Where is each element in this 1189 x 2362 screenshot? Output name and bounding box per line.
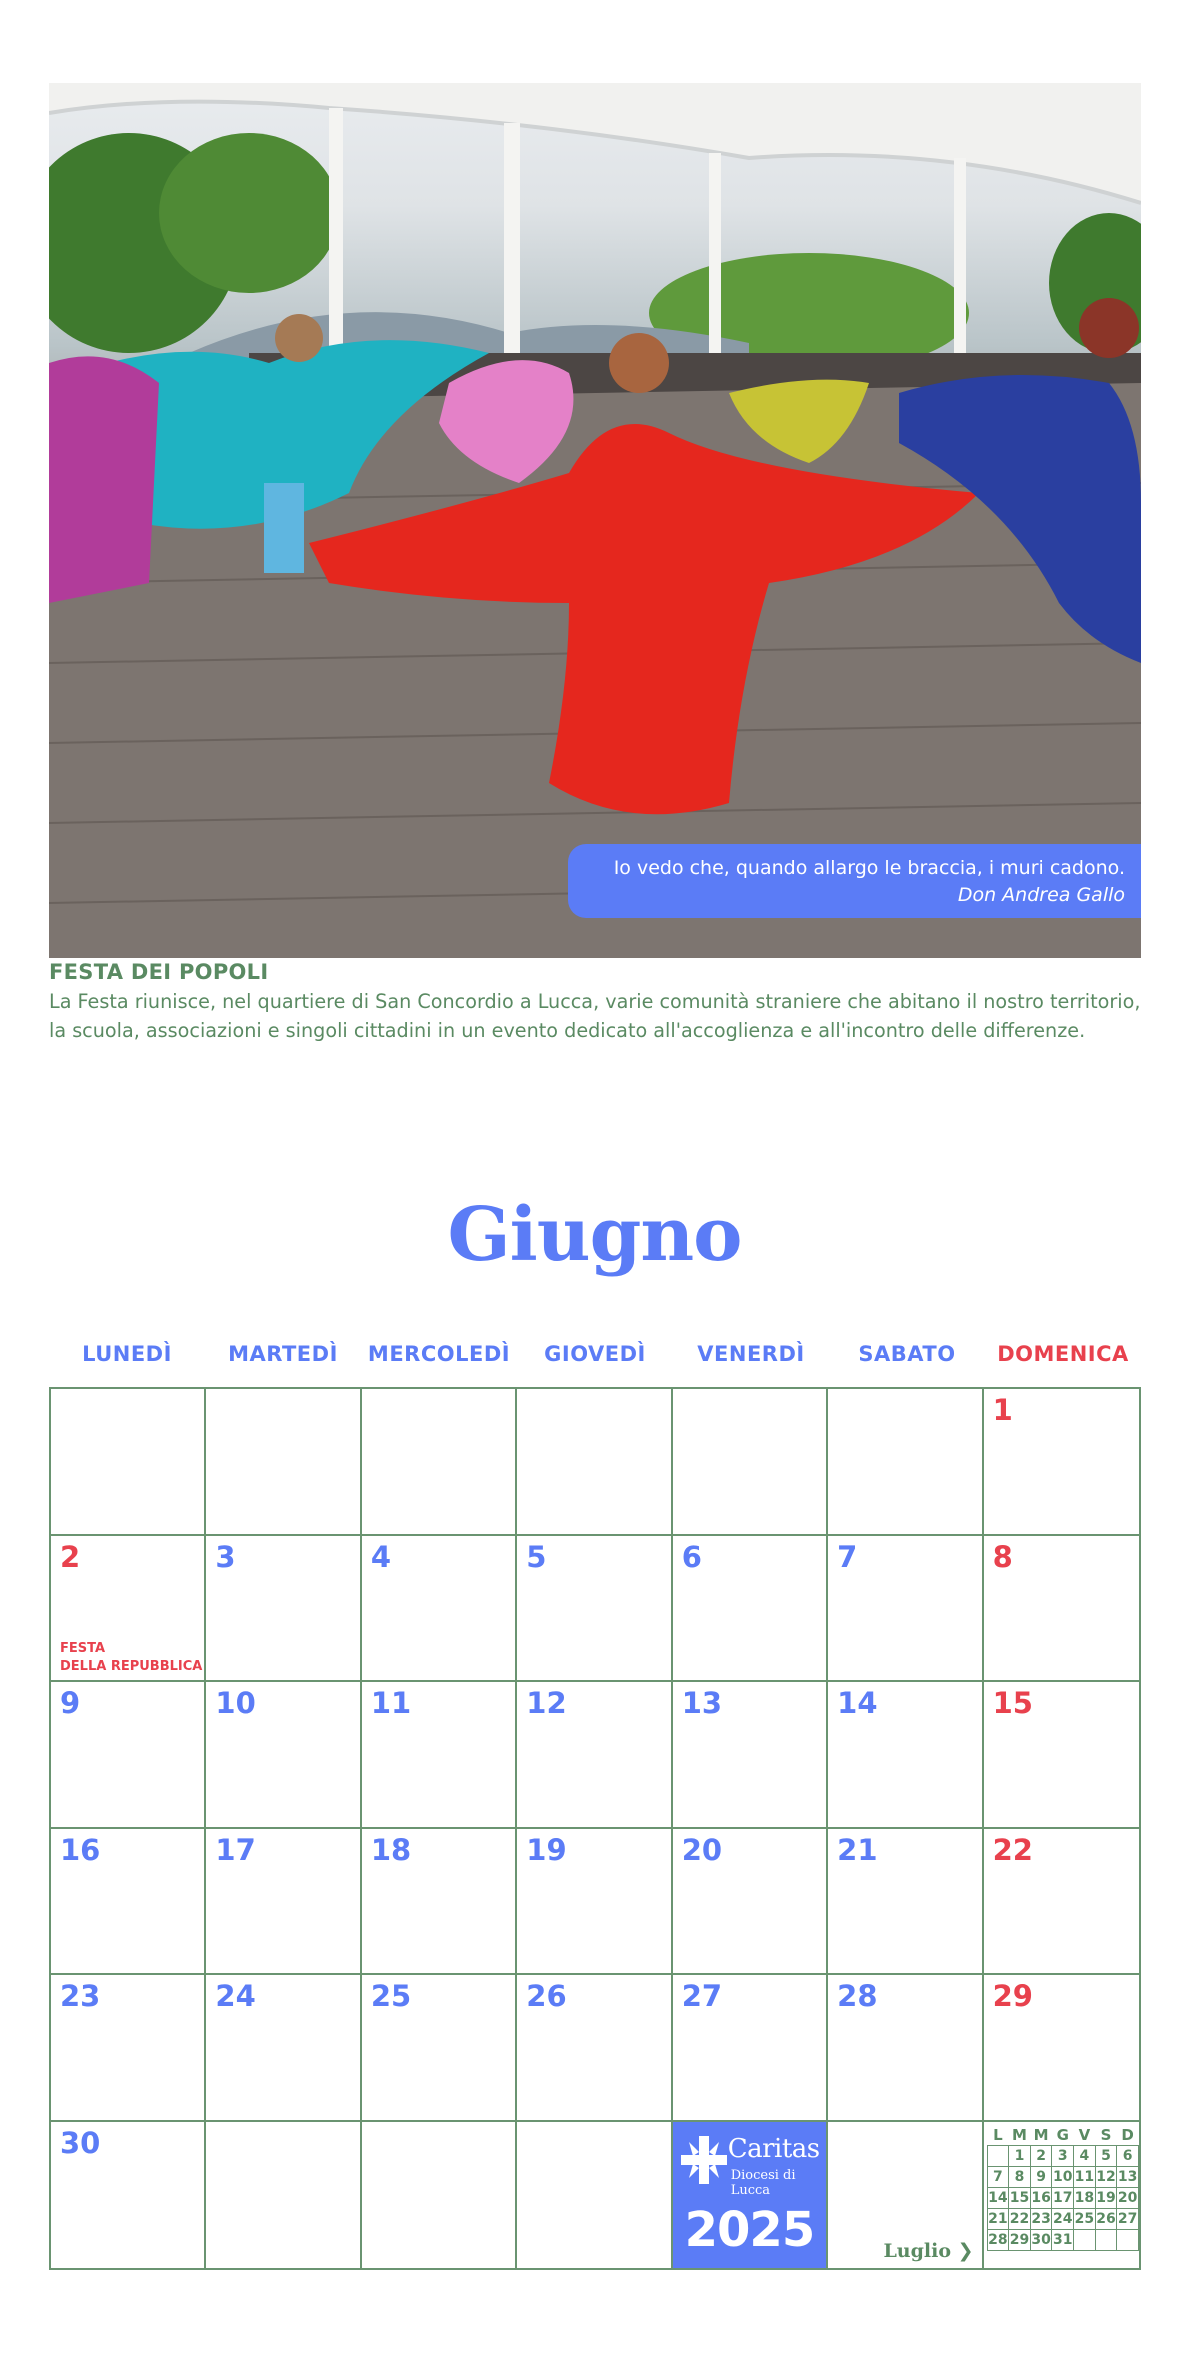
quote-text: Io vedo che, quando allargo le braccia, i muri cadono. [613, 857, 1125, 879]
mini-weekday: S [1095, 2125, 1117, 2146]
day-cell [517, 1829, 672, 1976]
day-cell [673, 1975, 828, 2122]
day-number: 22 [992, 1832, 1033, 1867]
day-number: 15 [992, 1686, 1033, 1720]
holiday-label [60, 1640, 202, 1676]
day-cell [517, 2122, 672, 2269]
mini-day: 20 [1117, 2187, 1139, 2208]
mini-day: 2 [1030, 2145, 1052, 2166]
day-cell [51, 1975, 206, 2122]
day-cell [984, 2122, 1139, 2269]
month-title: Giugno [447, 1192, 742, 1278]
day-number: 11 [370, 1686, 412, 1720]
chevron-right-icon: ❯ [957, 2240, 974, 2262]
quote-author: Don Andrea Gallo [957, 884, 1125, 906]
mini-day: 25 [1074, 2208, 1096, 2229]
mini-day: 15 [1009, 2187, 1031, 2208]
day-cell [362, 1536, 517, 1683]
mini-day: 23 [1030, 2208, 1052, 2229]
day-number: 2 [60, 1539, 81, 1574]
day-cell [206, 1389, 361, 1536]
day-cell [517, 1975, 672, 2122]
day-cell [362, 1389, 517, 1536]
mini-day: 30 [1030, 2229, 1052, 2250]
day-number: 1 [992, 1393, 1013, 1427]
mini-day: 26 [1095, 2208, 1117, 2229]
mini-day: 5 [1095, 2145, 1117, 2166]
holiday-line: DELLA REPUBBLICA [60, 1659, 203, 1674]
day-cell [828, 1829, 983, 1976]
mini-day: 4 [1074, 2145, 1096, 2166]
day-number: 23 [60, 1979, 101, 2013]
day-cell [362, 1829, 517, 1976]
day-cell [984, 1975, 1139, 2122]
mini-day: 13 [1117, 2166, 1139, 2187]
day-number: 27 [681, 1979, 723, 2013]
mini-day: 17 [1052, 2187, 1074, 2208]
day-cell [51, 1829, 206, 1976]
year-label: 2025 [684, 2202, 815, 2258]
mini-weekday: D [1117, 2125, 1139, 2146]
day-number: 12 [526, 1686, 567, 1720]
mini-weekday: L [987, 2125, 1009, 2146]
mini-day: 9 [1030, 2166, 1052, 2187]
caritas-subtitle: Diocesi di Lucca [730, 2167, 796, 2198]
mini-day: 22 [1009, 2208, 1031, 2229]
day-cell [51, 1389, 206, 1536]
next-month-link[interactable] [883, 2240, 973, 2262]
dancers-illustration [49, 83, 1141, 958]
day-cell [828, 1682, 983, 1829]
holiday-line: FESTA [60, 1641, 106, 1656]
day-cell [206, 1829, 361, 1976]
day-number: 21 [837, 1832, 878, 1867]
day-number: 4 [370, 1539, 392, 1574]
day-number: 26 [526, 1979, 567, 2013]
day-number: 8 [992, 1539, 1013, 1574]
day-cell [51, 1682, 206, 1829]
mini-day: 28 [987, 2229, 1009, 2250]
mini-day: 19 [1095, 2187, 1117, 2208]
day-number: 13 [681, 1686, 723, 1720]
day-cell [362, 2122, 517, 2269]
weekday-label: MERCOLEDÌ [367, 1342, 511, 1366]
day-cell [517, 1682, 672, 1829]
next-month-label: Luglio [883, 2240, 952, 2262]
day-number: 16 [60, 1832, 101, 1867]
day-cell [984, 1829, 1139, 1976]
mini-day: 10 [1052, 2166, 1074, 2187]
mini-day: 24 [1052, 2208, 1074, 2229]
weekday-label: SABATO [858, 1342, 956, 1366]
mini-weekday: M [1030, 2125, 1052, 2146]
day-number: 3 [215, 1539, 236, 1574]
mini-day: 21 [987, 2208, 1009, 2229]
day-number: 19 [526, 1832, 567, 1867]
quote-box [568, 844, 1141, 918]
day-cell [517, 1389, 672, 1536]
day-number: 18 [370, 1832, 412, 1867]
mini-weekday: G [1052, 2125, 1074, 2146]
mini-day: 6 [1117, 2145, 1139, 2166]
mini-calendar-july [987, 2125, 1139, 2251]
weekday-label: LUNEDÌ [82, 1342, 172, 1366]
weekday-label: GIOVEDÌ [544, 1342, 646, 1366]
day-cell [828, 1389, 983, 1536]
mini-day: 16 [1030, 2187, 1052, 2208]
mini-day: 29 [1009, 2229, 1031, 2250]
mini-day [1117, 2229, 1139, 2250]
caritas-name: Caritas [727, 2133, 820, 2164]
weekday-label: MARTEDÌ [228, 1342, 338, 1366]
caption-body: La Festa riunisce, nel quartiere di San Concordio a Lucca, varie comunità straniere che abitano il nostro territorio, la scuola, associazioni e singoli cittadini in un evento dedicato all'accoglienza e all'incontro delle differenze. [49, 990, 1141, 1042]
mini-day: 18 [1074, 2187, 1096, 2208]
weekday-header [49, 1342, 1141, 1366]
day-number: 30 [60, 2125, 101, 2160]
mini-day: 8 [1009, 2166, 1031, 2187]
weekday-label-sunday: DOMENICA [997, 1342, 1129, 1366]
day-cell [828, 1536, 983, 1683]
day-cell [984, 1682, 1139, 1829]
mini-day: 14 [987, 2187, 1009, 2208]
day-number: 5 [526, 1539, 547, 1574]
day-cell [362, 1975, 517, 2122]
day-number: 20 [681, 1832, 723, 1867]
day-cell [984, 1536, 1139, 1683]
day-cell [673, 1682, 828, 1829]
caption-title: FESTA DEI POPOLI [49, 960, 269, 984]
day-cell [673, 1389, 828, 1536]
day-cell [206, 2122, 361, 2269]
calendar-grid [49, 1387, 1141, 2270]
mini-day: 27 [1117, 2208, 1139, 2229]
mini-day [987, 2145, 1009, 2166]
day-cell [828, 1975, 983, 2122]
mini-day: 11 [1074, 2166, 1096, 2187]
day-cell [206, 1682, 361, 1829]
day-cell [51, 1536, 206, 1683]
mini-weekday: M [1009, 2125, 1031, 2146]
mini-day [1095, 2229, 1117, 2250]
caritas-branding-cell [673, 2122, 828, 2269]
day-number: 6 [681, 1539, 702, 1574]
day-number: 17 [215, 1832, 256, 1867]
day-number: 24 [215, 1979, 256, 2013]
day-cell [206, 1975, 361, 2122]
day-cell [673, 1829, 828, 1976]
hero-photo [49, 83, 1141, 958]
day-number: 10 [215, 1686, 256, 1720]
day-cell [206, 1536, 361, 1683]
day-number: 14 [837, 1686, 878, 1720]
day-cell [517, 1536, 672, 1683]
day-number: 9 [60, 1686, 81, 1720]
weekday-label: VENERDÌ [697, 1342, 805, 1366]
mini-day: 12 [1095, 2166, 1117, 2187]
day-cell [51, 2122, 206, 2269]
day-cell [362, 1682, 517, 1829]
day-number: 28 [837, 1979, 878, 2013]
day-number: 29 [992, 1979, 1033, 2013]
mini-day: 3 [1052, 2145, 1074, 2166]
day-cell [673, 1536, 828, 1683]
day-cell [984, 1389, 1139, 1536]
mini-day: 1 [1009, 2145, 1031, 2166]
mini-weekday: V [1074, 2125, 1096, 2146]
day-number: 25 [370, 1979, 412, 2013]
day-number: 7 [837, 1539, 858, 1574]
mini-day: 31 [1052, 2229, 1074, 2250]
day-cell [828, 2122, 983, 2269]
mini-day: 7 [987, 2166, 1009, 2187]
mini-day [1074, 2229, 1096, 2250]
